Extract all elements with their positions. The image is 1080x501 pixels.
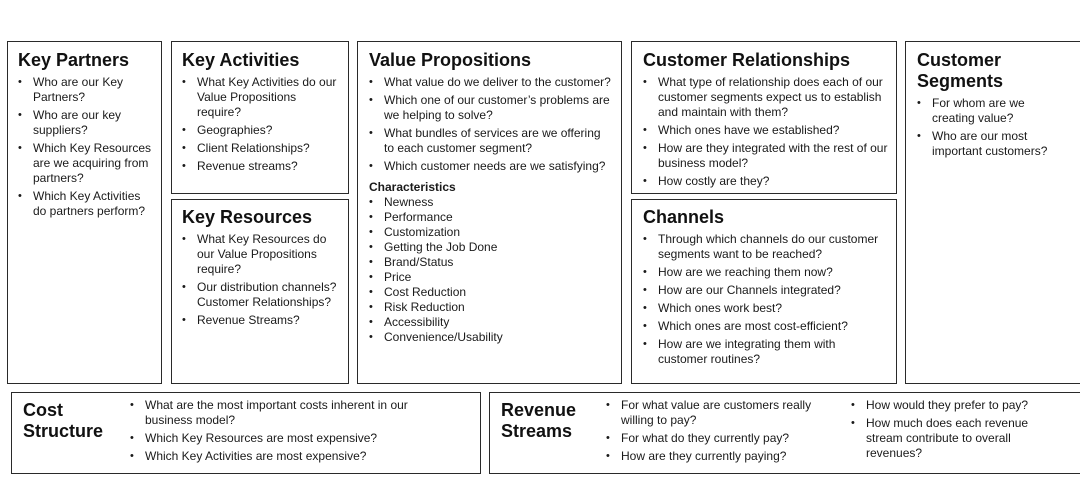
customer-segments-block <box>905 41 1080 384</box>
characteristics-list <box>369 195 613 345</box>
list-item: • Which Key Activities are most expensive? <box>130 449 410 464</box>
list-item: • Our distribution channels? Customer Relationships? <box>182 280 340 310</box>
characteristics-heading: Characteristics <box>369 180 456 194</box>
list-item: • Which Key Activities do partners perform? <box>18 189 153 219</box>
channels-title: Channels <box>643 207 725 227</box>
list-item: • What Key Resources do our Value Propositions require? <box>182 232 340 277</box>
list-item: • What are the most important costs inherent in our business model? <box>130 398 410 428</box>
list-item: • Revenue streams? <box>182 159 340 174</box>
list-item: • Customization <box>369 225 613 240</box>
list-item: • How are they currently paying? <box>606 449 836 464</box>
list-item: • Convenience/Usability <box>369 330 613 345</box>
revenue-streams-block <box>489 392 1080 474</box>
key-partners-title: Key Partners <box>18 50 130 70</box>
list-item: • Brand/Status <box>369 255 613 270</box>
list-item: • How would they prefer to pay? <box>851 398 1051 413</box>
list-item: • For what value are customers really willing to pay? <box>606 398 836 428</box>
cost-structure-block <box>11 392 481 474</box>
customer-segments-list <box>917 96 1067 159</box>
customer-relationships-block <box>631 41 897 194</box>
list-item: • Client Relationships? <box>182 141 340 156</box>
list-item: • For what do they currently pay? <box>606 431 836 446</box>
channels-block <box>631 199 897 384</box>
list-item: • What Key Activities do our Value Propositions require? <box>182 75 340 120</box>
key-activities-block <box>171 41 349 194</box>
list-item: • What type of relationship does each of our customer segments expect us to establish and maintain with them? <box>643 75 888 120</box>
list-item: • Cost Reduction <box>369 285 613 300</box>
cost-structure-title: Cost Structure <box>23 400 104 441</box>
value-propositions-block <box>357 41 622 384</box>
key-resources-list <box>182 232 340 328</box>
list-item: • What bundles of services are we offering to each customer segment? <box>369 126 613 156</box>
list-item: • What value do we deliver to the customer? <box>369 75 613 90</box>
list-item: • Risk Reduction <box>369 300 613 315</box>
key-partners-block <box>7 41 162 384</box>
revenue-streams-list-right <box>851 398 1051 464</box>
list-item: • Which ones work best? <box>643 301 888 316</box>
key-activities-title: Key Activities <box>182 50 300 70</box>
list-item: • Through which channels do our customer segments want to be reached? <box>643 232 888 262</box>
customer-relationships-title: Customer Relationships <box>643 50 851 70</box>
list-item: • Who are our key suppliers? <box>18 108 153 138</box>
list-item: • How are they integrated with the rest of our business model? <box>643 141 888 171</box>
list-item: • Which Key Resources are we acquiring from partners? <box>18 141 153 186</box>
revenue-streams-list-left <box>606 398 836 467</box>
list-item: • Which customer needs are we satisfying? <box>369 159 613 174</box>
key-activities-list <box>182 75 340 174</box>
customer-relationships-list <box>643 75 888 189</box>
list-item: • For whom are we creating value? <box>917 96 1067 126</box>
list-item: • How costly are they? <box>643 174 888 189</box>
list-item: • How much does each revenue stream contribute to overall revenues? <box>851 416 1051 461</box>
channels-list <box>643 232 888 367</box>
list-item: • How are our Channels integrated? <box>643 283 888 298</box>
list-item: • Performance <box>369 210 613 225</box>
list-item: • Price <box>369 270 613 285</box>
list-item: • Getting the Job Done <box>369 240 613 255</box>
list-item: • Geographies? <box>182 123 340 138</box>
list-item: • Who are our Key Partners? <box>18 75 153 105</box>
list-item: • Which one of our customer’s problems are we helping to solve? <box>369 93 613 123</box>
list-item: • Newness <box>369 195 613 210</box>
key-resources-title: Key Resources <box>182 207 313 227</box>
value-propositions-list <box>369 75 613 174</box>
list-item: • Which Key Resources are most expensive? <box>130 431 410 446</box>
revenue-streams-title: Revenue Streams <box>501 400 577 441</box>
list-item: • Accessibility <box>369 315 613 330</box>
list-item: • Which ones have we established? <box>643 123 888 138</box>
list-item: • How are we integrating them with customer routines? <box>643 337 888 367</box>
list-item: • How are we reaching them now? <box>643 265 888 280</box>
cost-structure-list <box>130 398 410 467</box>
value-propositions-title: Value Propositions <box>369 50 532 70</box>
list-item: • Revenue Streams? <box>182 313 340 328</box>
list-item: • Who are our most important customers? <box>917 129 1067 159</box>
key-partners-list <box>18 75 153 219</box>
list-item: • Which ones are most cost-efficient? <box>643 319 888 334</box>
key-resources-block <box>171 199 349 384</box>
customer-segments-title: Customer Segments <box>917 50 1004 91</box>
